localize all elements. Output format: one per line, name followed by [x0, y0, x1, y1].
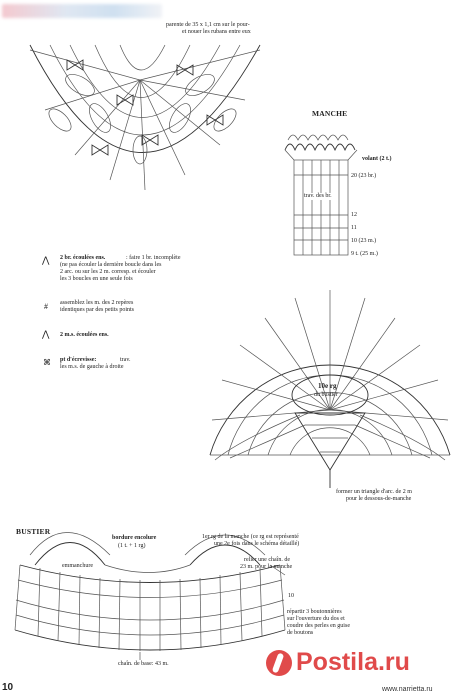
bordure-sub: (1 t. + 1 rg)	[118, 543, 146, 549]
repartir-line-b: sur l'ouverture du dos et	[287, 616, 345, 622]
manche-row-10: 10 (23 m.)	[351, 238, 377, 244]
manche-title: MANCHE	[312, 109, 348, 118]
legend-title-1: 2 br. écoulées ens.	[60, 255, 106, 261]
manche-trav-label: trav. des br.	[304, 193, 332, 199]
watermark	[262, 646, 475, 699]
sleeve-rg-sub: du bustier	[314, 392, 338, 398]
legend-symbol-3: ⋀	[42, 329, 50, 339]
repartir-line-d: de boutons	[287, 630, 314, 636]
emmanchure-label: emmanchure	[62, 563, 93, 569]
watermark-brand: Postila.ru	[296, 648, 410, 676]
bustier-title: BUSTIER	[16, 527, 51, 536]
repartir-line-a: répartir 3 boutonnières	[287, 609, 342, 615]
sleeve-rg-label: 10e rg	[318, 382, 337, 390]
top-text-line-2: et nouer les rubans entre eux	[182, 29, 251, 35]
legend-item-2	[40, 300, 200, 332]
page-number: 10	[2, 682, 14, 693]
legend-text-1-b: (ne pas écouler la dernière boucle dans les	[60, 262, 162, 268]
sleeve-note-2: pour le dessous-de-manche	[346, 496, 412, 502]
legend-symbol-2: #	[44, 302, 48, 311]
legend-item-3	[40, 329, 200, 357]
relier-line-a: relier une chaîn. de	[244, 557, 290, 563]
legend-text-1-c: 2 arc. ou sur les 2 m. corresp. et écouler	[60, 269, 156, 275]
watermark-url: www.narrietta.ru	[382, 686, 433, 693]
legend-text-1-d: les 3 boucles en une seule fois	[60, 276, 133, 282]
legend-text-4-a: trav.	[120, 357, 131, 363]
legend-title-4: pt d'écrevisse:	[60, 357, 97, 363]
legend-symbol-4: ⌘	[43, 358, 51, 367]
bordure-title: bordure encolure	[112, 535, 157, 541]
repartir-line-c: coudre des perles en guise	[287, 623, 350, 629]
top-text-line-1: parente de 35 x 1,1 cm sur le pour-	[166, 22, 250, 28]
legend-text-2-b: identiques par des petits points	[60, 307, 134, 313]
legend-text-2-a: assemblez les m. des 2 repères	[60, 300, 134, 306]
base-chain-label: chaîn. de base: 43 m.	[118, 661, 169, 667]
legend-text-1-a: : faire 1 br. incomplète	[126, 255, 181, 261]
rg1-line-b: une 2e fois dans le schéma détaillé)	[214, 541, 300, 547]
watermark-logo-icon	[266, 650, 292, 676]
rg1-line-a: 1er rg de la manche (ce rg est représenté	[202, 534, 299, 540]
bustier-row-10: 10	[288, 593, 294, 599]
legend	[40, 255, 200, 382]
legend-symbol-1: ⋀	[42, 255, 50, 265]
manche-volant-label: volant (2 t.)	[362, 156, 392, 162]
manche-row-12: 12	[351, 212, 357, 218]
manche-row-11: 11	[351, 225, 357, 231]
legend-item-4	[40, 357, 200, 382]
sleeve-note-1: former un triangle d'arc. de 2 m	[336, 489, 412, 495]
legend-title-3: 2 m.s. écoulées ens.	[60, 332, 109, 338]
legend-text-4-b: les m.s. de gauche à droite	[60, 364, 124, 370]
bustier-diagram	[15, 533, 285, 661]
relier-line-b: 23 m. pour la manche	[240, 564, 293, 570]
manche-row-20: 20 (23 br.)	[351, 173, 377, 179]
skirt-diagram	[30, 45, 260, 190]
manche-row-9: 9 t. (25 m.)	[351, 251, 378, 257]
legend-item-1	[40, 255, 200, 300]
